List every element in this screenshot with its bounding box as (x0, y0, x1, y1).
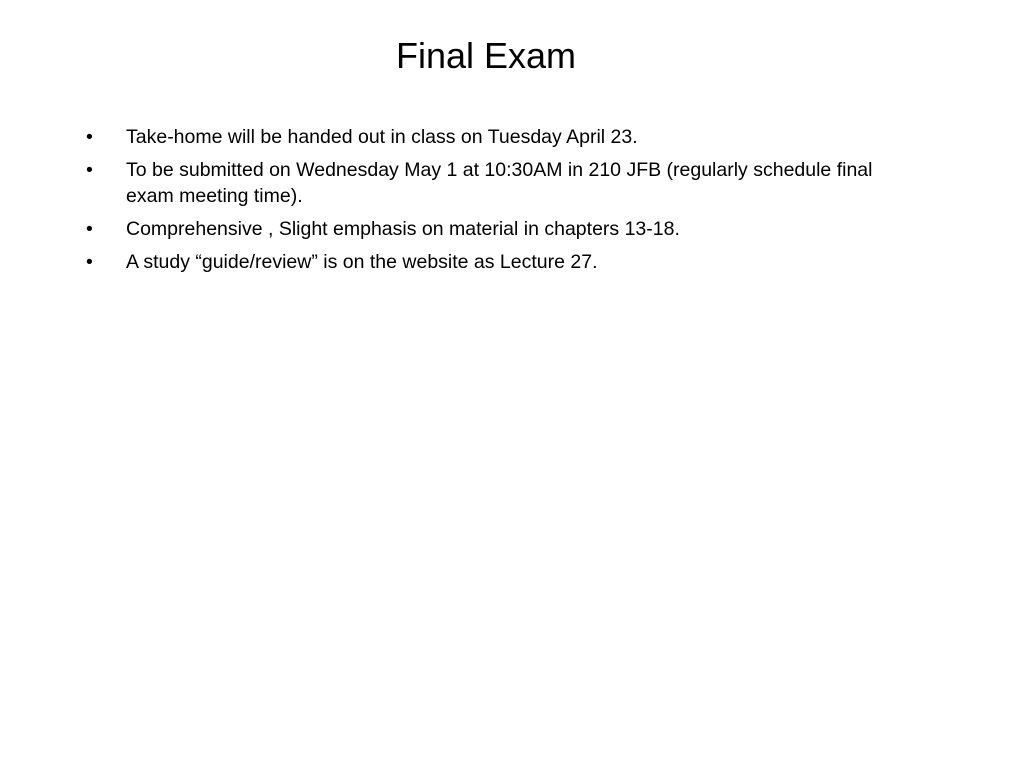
bullet-marker-icon: • (86, 218, 93, 240)
bullet-text: Comprehensive , Slight emphasis on material in chapters 13-18. (126, 218, 680, 240)
bullet-text: A study “guide/review” is on the website as Lecture 27. (126, 251, 598, 273)
slide-title: Final Exam (395, 35, 577, 76)
bullet-item-take-home (86, 124, 906, 150)
bullet-marker-icon: • (86, 126, 93, 148)
bullet-list (86, 124, 906, 282)
bullet-marker-icon: • (86, 159, 93, 181)
bullet-text: To be submitted on Wednesday May 1 at 10:30AM in 210 JFB (regularly schedule final exam meeting time). (126, 159, 873, 207)
bullet-text: Take-home will be handed out in class on Tuesday April 23. (126, 126, 638, 148)
bullet-marker-icon: • (86, 251, 93, 273)
bullet-item-submission (86, 157, 906, 209)
bullet-item-comprehensive (86, 216, 906, 242)
bullet-item-study-guide (86, 249, 906, 275)
